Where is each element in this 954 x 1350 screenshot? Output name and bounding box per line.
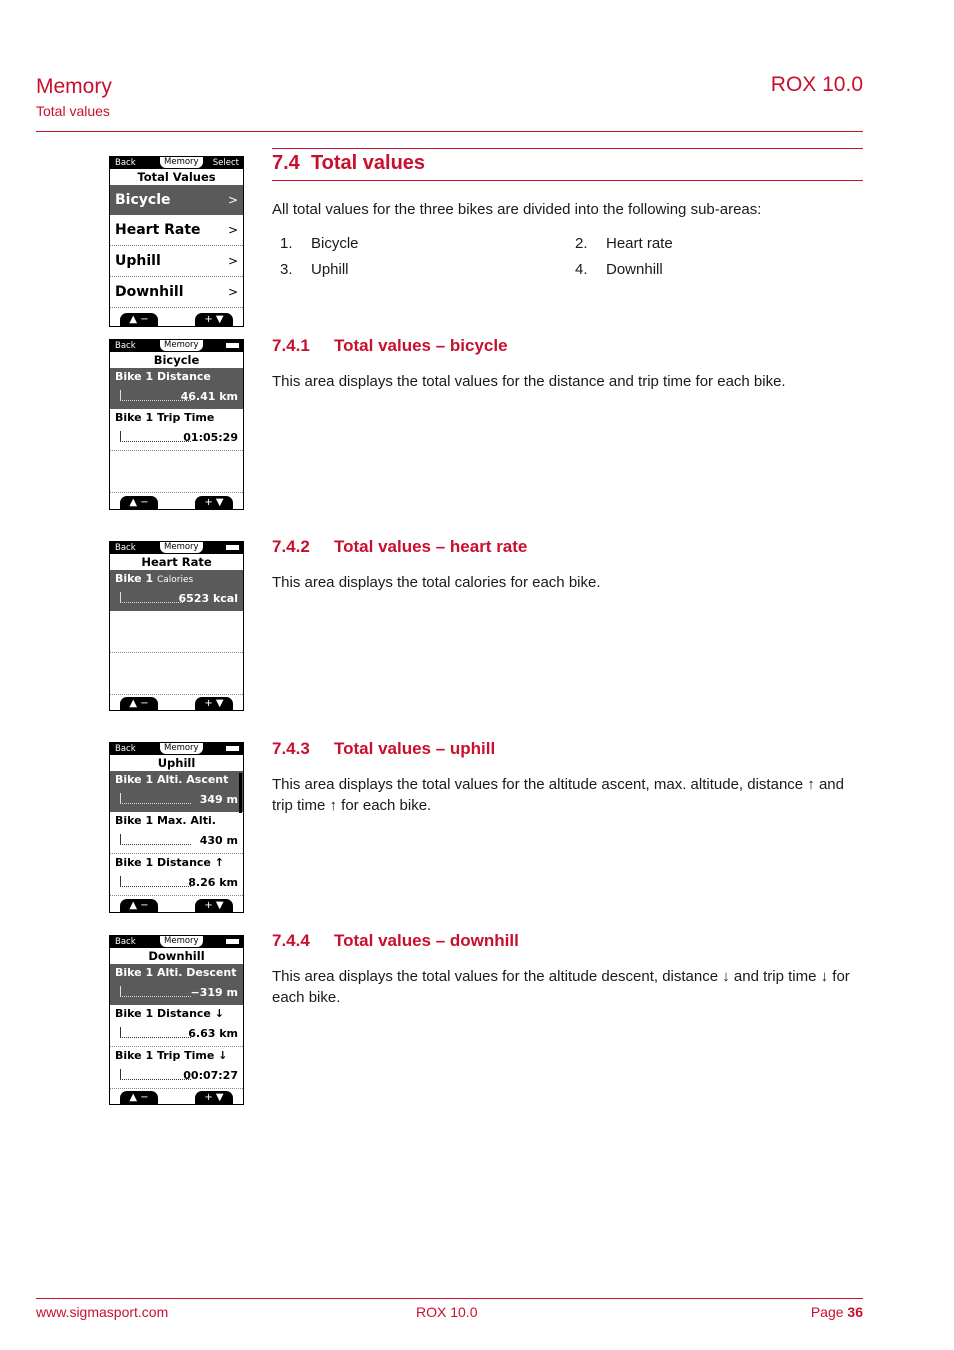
empty-row [110, 451, 243, 493]
select-softkey[interactable]: Select [212, 158, 239, 168]
up-minus-button[interactable]: ▲ − [120, 1091, 158, 1104]
subsection-heading-heart-rate: 7.4.2 Total values – heart rate [272, 537, 528, 556]
header-rule [36, 131, 863, 132]
battery-icon [226, 939, 239, 944]
memory-label: Memory [160, 340, 203, 351]
footer-url-link[interactable]: www.sigmasport.com [36, 1304, 169, 1320]
list-item: 2. Heart rate [575, 235, 673, 252]
subsection-heading-uphill: 7.4.3 Total values – uphill [272, 739, 496, 758]
device-screen-heart-rate [109, 541, 244, 711]
battery-icon [226, 343, 239, 348]
back-softkey[interactable]: Back [115, 937, 136, 947]
up-minus-button[interactable]: ▲ − [120, 899, 158, 912]
header-product: ROX 10.0 [770, 73, 863, 96]
device-screen-downhill [109, 935, 244, 1105]
empty-row [110, 653, 243, 695]
footer-rule [36, 1298, 863, 1299]
menu-item-uphill[interactable]: Uphill > [110, 246, 243, 277]
screen-title: Downhill [148, 949, 205, 963]
back-softkey[interactable]: Back [115, 744, 136, 754]
header-title: Memory [36, 75, 112, 98]
chevron-right-icon: > [227, 285, 238, 299]
subsection-text-downhill: This area displays the total values for the altitude descent, distance ↓ and trip time ↓ for each bike. [272, 968, 850, 1006]
screen-title: Bicycle [153, 353, 200, 367]
list-item: 1. Bicycle [280, 235, 359, 252]
data-row: Bike 1 Trip Time 01:05:29 [110, 409, 243, 451]
plus-down-button[interactable]: + ▼ [195, 899, 233, 912]
battery-icon [226, 746, 239, 751]
section-title: Total values [310, 152, 426, 174]
menu-item-heart-rate[interactable]: Heart Rate > [110, 215, 243, 246]
memory-label: Memory [160, 157, 203, 168]
memory-label: Memory [160, 542, 203, 553]
section-intro: All total values for the three bikes are divided into the following sub-areas: [272, 201, 762, 218]
data-row: Bike 1 Alti. Ascent 349 m [110, 771, 243, 812]
up-minus-button[interactable]: ▲ − [120, 313, 158, 326]
list-item: 3. Uphill [280, 261, 349, 278]
status-bar [110, 340, 243, 352]
subsection-text-bicycle: This area displays the total values for the distance and trip time for each bike. [272, 373, 786, 390]
status-bar [110, 936, 243, 948]
screen-title: Heart Rate [141, 555, 212, 569]
subsection-text-heart-rate: This area displays the total calories for each bike. [272, 574, 601, 591]
up-minus-button[interactable]: ▲ − [120, 496, 158, 509]
chevron-right-icon: > [227, 254, 238, 268]
empty-row [110, 611, 243, 653]
footer-product: ROX 10.0 [416, 1304, 478, 1320]
plus-down-button[interactable]: + ▼ [195, 496, 233, 509]
header-subtitle: Total values [36, 103, 110, 119]
data-row: Bike 1 Alti. Descent −319 m [110, 964, 243, 1005]
up-minus-button[interactable]: ▲ − [120, 697, 158, 710]
data-row: Bike 1 Max. Alti. 430 m [110, 812, 243, 854]
back-softkey[interactable]: Back [115, 543, 136, 553]
data-row: Bike 1 Distance ↑ 8.26 km [110, 854, 243, 896]
plus-down-button[interactable]: + ▼ [195, 1091, 233, 1104]
list-item: 4. Downhill [575, 261, 663, 278]
back-softkey[interactable]: Back [115, 341, 136, 351]
status-bar [110, 157, 243, 169]
subsection-heading-downhill: 7.4.4 Total values – downhill [272, 931, 519, 950]
device-screen-uphill [109, 742, 244, 913]
status-bar [110, 542, 243, 554]
section-rule-bottom [272, 180, 863, 181]
screen-title: Uphill [157, 756, 196, 770]
scrollbar[interactable] [239, 773, 242, 813]
footer-page: Page 36 [810, 1304, 863, 1320]
data-row: Bike 1 Calories 6523 kcal [110, 570, 243, 611]
chevron-right-icon: > [227, 193, 238, 207]
screen-title: Total Values [137, 170, 216, 184]
device-screen-bicycle [109, 339, 244, 510]
plus-down-button[interactable]: + ▼ [195, 313, 233, 326]
chevron-right-icon: > [227, 223, 238, 237]
section-number: 7.4 [272, 152, 300, 174]
back-softkey[interactable]: Back [115, 158, 136, 168]
memory-label: Memory [160, 936, 203, 947]
menu-item-downhill[interactable]: Downhill > [110, 277, 243, 308]
section-heading [272, 152, 425, 175]
subsection-text-uphill: This area displays the total values for the altitude ascent, max. altitude, distance ↑ and trip time ↑ for each bike. [272, 776, 844, 814]
device-screen-menu [109, 156, 244, 327]
data-row: Bike 1 Distance ↓ 6.63 km [110, 1005, 243, 1047]
menu-item-bicycle[interactable]: Bicycle > [110, 185, 243, 215]
data-row: Bike 1 Trip Time ↓ 00:07:27 [110, 1047, 243, 1089]
plus-down-button[interactable]: + ▼ [195, 697, 233, 710]
battery-icon [226, 545, 239, 550]
memory-label: Memory [160, 743, 203, 754]
section-rule-top [272, 148, 863, 149]
subsection-heading-bicycle: 7.4.1 Total values – bicycle [272, 336, 508, 355]
data-row: Bike 1 Distance 46.41 km [110, 368, 243, 409]
status-bar [110, 743, 243, 755]
